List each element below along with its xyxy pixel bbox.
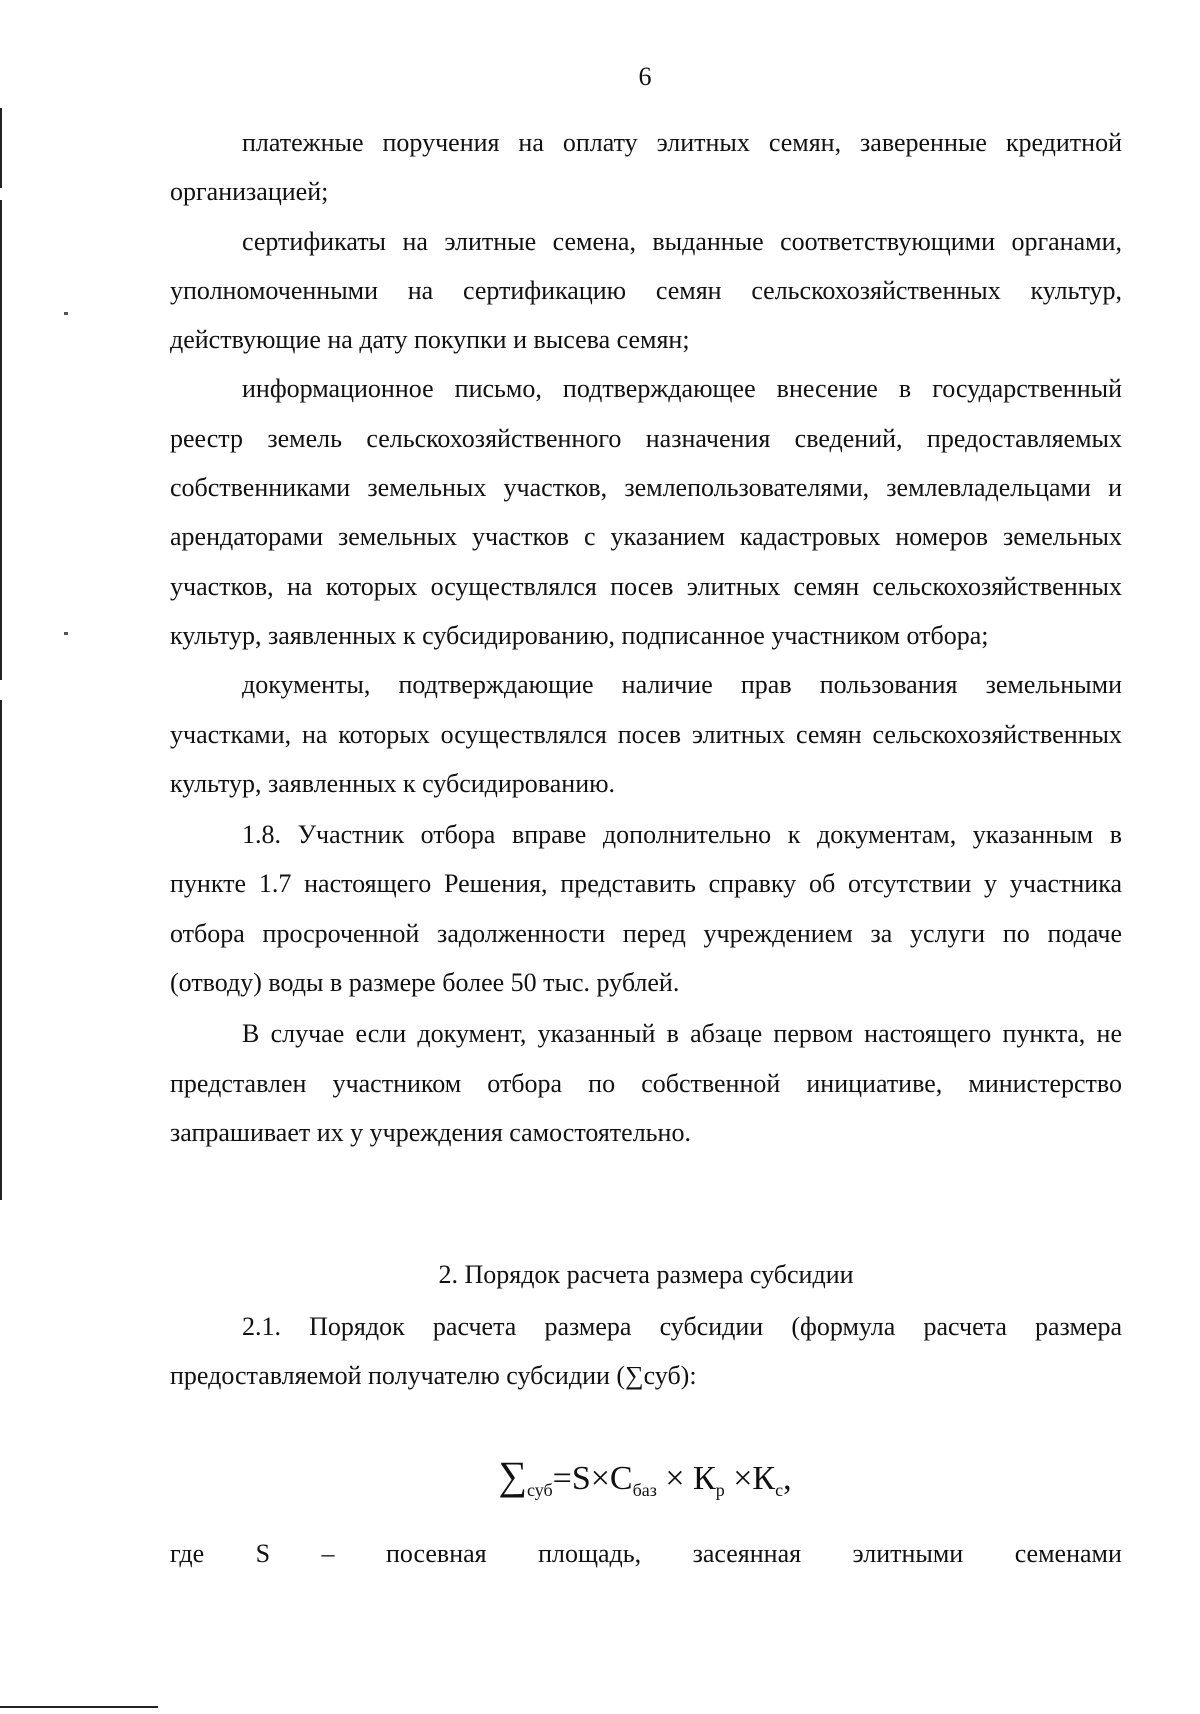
bottom-rule	[0, 1706, 158, 1708]
subsidy-formula	[0, 1450, 1200, 1505]
binding-margin-line	[0, 700, 2, 1200]
paragraph: документы, подтверждающие наличие прав пользования земельными участками, на которых осуществлялся посев элитных семян сельскохозяйственных культур, заявленных к субсидированию.	[170, 670, 1122, 798]
binding-margin-line	[0, 200, 2, 680]
binding-mark	[64, 312, 68, 315]
paragraph: сертификаты на элитные семена, выданные соответствующими органами, уполномоченными на сертификацию семян сельскохозяйственных культур, действующие на дату покупки и высева семян;	[170, 226, 1122, 355]
paragraph: платежные поручения на оплату элитных семян, заверенные кредитной организацией;	[170, 128, 1122, 207]
definition-word: элитными	[852, 1539, 964, 1568]
definition-word: S	[255, 1539, 271, 1568]
paragraph: 1.8. Участник отбора вправе дополнительно к документам, указанным в пункте 1.7 настоящего Решения, представить справку об отсутствии у участника отбора просроченной задолженности перед учреждением за услуги по подаче (отводу) воды в размере более 50 тыс. рублей.	[170, 820, 1122, 998]
page-number: 6	[638, 62, 652, 91]
formula-subscript: р	[715, 1480, 725, 1500]
formula-subscript: с	[775, 1480, 784, 1500]
body-text	[170, 118, 1122, 1157]
formula-part: ×К	[724, 1460, 776, 1497]
formula-part: =S×C	[552, 1460, 633, 1497]
definition-word: посевная	[385, 1539, 487, 1568]
definition-word: семенами	[1014, 1539, 1122, 1568]
formula-part: ,	[783, 1460, 792, 1497]
binding-margin-line	[0, 108, 2, 188]
section-heading: 2. Порядок расчета размера субсидии	[438, 1260, 854, 1289]
definition-word: где	[170, 1539, 205, 1568]
formula-subscript: баз	[632, 1480, 657, 1500]
binding-mark	[64, 632, 68, 635]
sigma-symbol: ∑	[498, 1453, 527, 1498]
definition-word: –	[321, 1539, 335, 1568]
paragraph: В случае если документ, указанный в абзаце первом настоящего пункта, не представлен участником отбора по собственной инициативе, министерство запрашивает их у учреждения самостоятельно.	[170, 1019, 1122, 1147]
definition-word: площадь,	[538, 1539, 642, 1568]
section-body	[170, 1302, 1122, 1401]
paragraph: информационное письмо, подтверждающее внесение в государственный реестр земель сельскохозяйственного назначения сведений, предоставляемых собственниками земельных участков, землепользователями, землевладельцами и арендаторами земельных участков с указанием кадастровых номеров земельных участков, на которых осуществлялся посев элитных семян сельскохозяйственных культур, заявленных к субсидированию, подписанное участником отбора;	[170, 374, 1122, 650]
formula-definition-line	[170, 1534, 1122, 1574]
definition-word: засеянная	[692, 1539, 802, 1568]
formula-part: × К	[656, 1460, 716, 1497]
formula-subscript: суб	[526, 1480, 553, 1500]
paragraph: 2.1. Порядок расчета размера субсидии (формула расчета размера предоставляемой получателю субсидии (∑суб):	[170, 1312, 1122, 1391]
